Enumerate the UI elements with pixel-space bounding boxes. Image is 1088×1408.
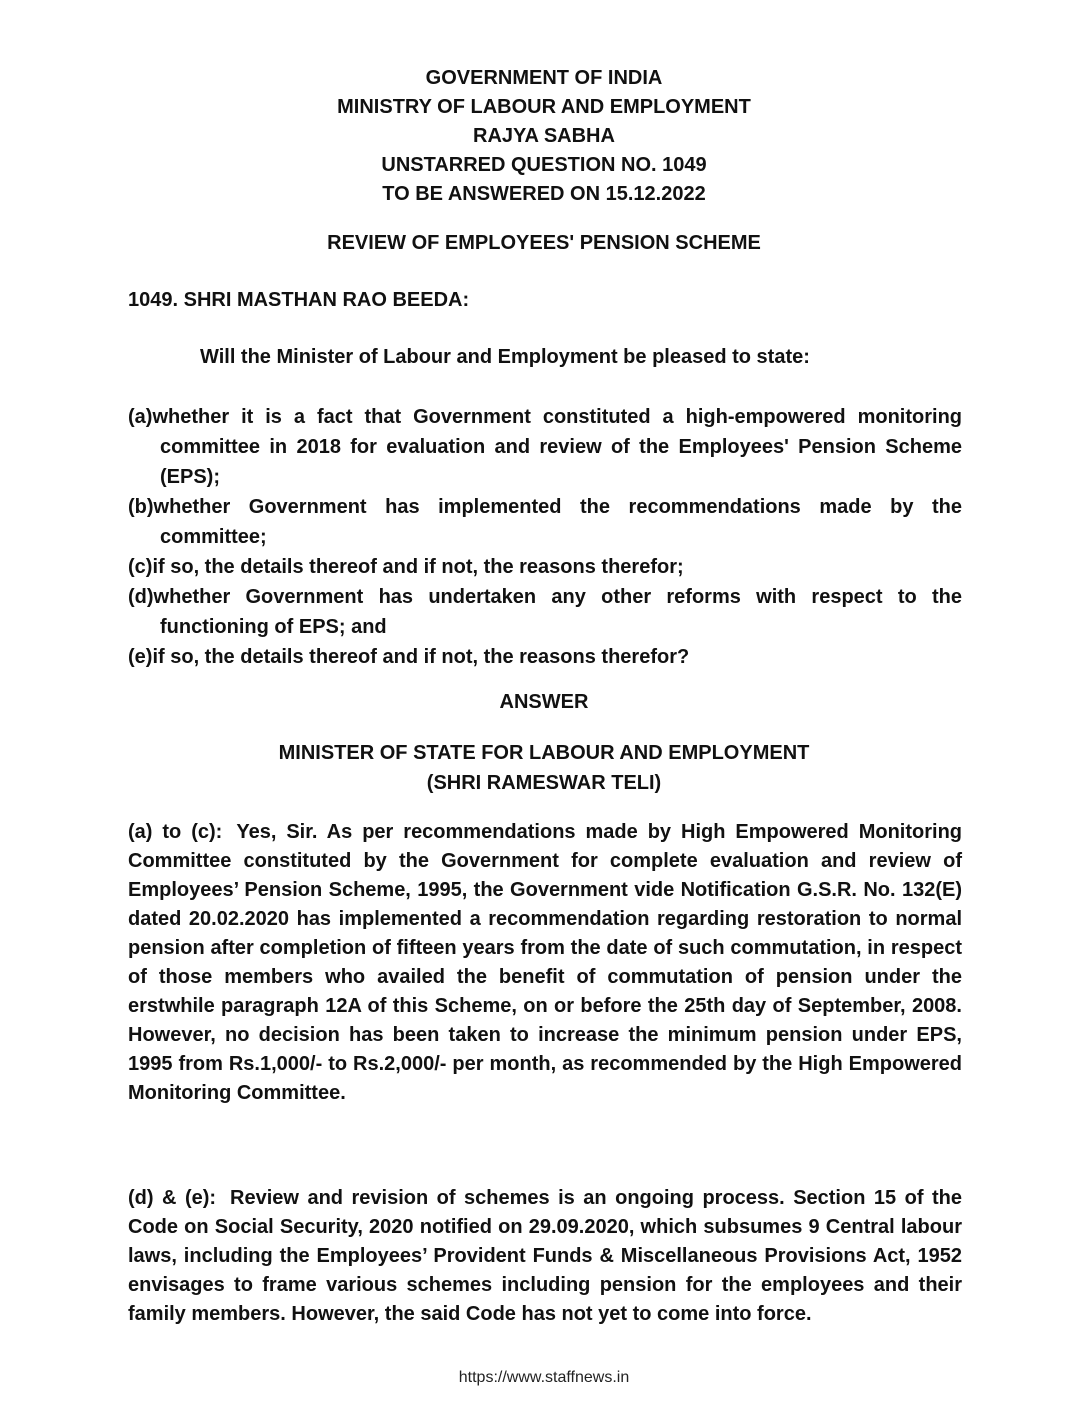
answer-label: (a) to (c): (128, 821, 223, 843)
question-item-e (128, 642, 962, 672)
answer-paragraph-d-and-e (128, 1184, 962, 1329)
question-label: (a) (128, 406, 153, 428)
question-subject: REVIEW OF EMPLOYEES' PENSION SCHEME (327, 232, 761, 254)
question-intro: Will the Minister of Labour and Employment be pleased to state: (200, 346, 810, 368)
question-text: if so, the details thereof and if not, the reasons therefor; (152, 556, 684, 578)
answer-text: Yes, Sir. As per recommendations made by High Empowered Monitoring Committee constituted by the Government for complete evaluation and review of Employees’ Pension Scheme, 1995, the Government vide Notification G.S.R. No. 132(E) dated 20.02.2020 has implemented a recommendation regarding restoration to normal pension after completion of fifteen years from the date of such commutation, in respect of those members who availed the benefit of commutation of pension under the erstwhile paragraph 12A of this Scheme, on or before the 25th day of September, 2008. However, no decision has been taken to increase the minimum pension under EPS, 1995 from Rs.1,000/- to Rs.2,000/- per month, as recommended by the High Empowered Monitoring Committee. (128, 821, 962, 1104)
answer-text: Review and revision of schemes is an ongoing process. Section 15 of the Code on Social Security, 2020 notified on 29.09.2020, which subsumes 9 Central labour laws, including the Employees’ Provident Funds & Miscellaneous Provisions Act, 1952 envisages to frame various schemes including pension for the employees and their family members. However, the said Code has not yet to come into force. (128, 1187, 962, 1325)
header-ministry: MINISTRY OF LABOUR AND EMPLOYMENT (337, 96, 751, 118)
question-label: (d) (128, 586, 154, 608)
question-text: if so, the details thereof and if not, the reasons therefor? (152, 646, 690, 668)
header-answer-date: TO BE ANSWERED ON 15.12.2022 (382, 183, 706, 205)
question-item-a (128, 402, 962, 492)
question-label: (b) (128, 496, 154, 518)
question-text: whether Government has undertaken any other reforms with respect to the functioning of EPS; and (153, 586, 962, 638)
header-question-number: UNSTARRED QUESTION NO. 1049 (381, 154, 707, 176)
answer-label: (d) & (e): (128, 1187, 217, 1209)
question-item-d (128, 582, 962, 642)
question-item-b (128, 492, 962, 552)
question-item-c (128, 552, 962, 582)
question-text: whether it is a fact that Government constituted a high-empowered monitoring committee in 2018 for evaluation and review of the Employees' Pension Scheme (EPS); (152, 406, 962, 488)
document-header (0, 64, 1088, 209)
minister-title: MINISTER OF STATE FOR LABOUR AND EMPLOYMENT (278, 742, 810, 764)
question-label: (e) (128, 646, 153, 668)
question-label: (c) (128, 556, 153, 578)
footer-url: https://www.staffnews.in (458, 1369, 630, 1386)
question-text: whether Government has implemented the recommendations made by the committee; (153, 496, 962, 548)
minister-block (0, 738, 1088, 798)
header-house: RAJYA SABHA (473, 125, 615, 147)
header-government: GOVERNMENT OF INDIA (425, 67, 663, 89)
member-name: 1049. SHRI MASTHAN RAO BEEDA: (128, 289, 470, 311)
answer-heading: ANSWER (499, 691, 589, 713)
question-list (128, 402, 962, 672)
answer-paragraph-a-to-c (128, 818, 962, 1108)
minister-name: (SHRI RAMESWAR TELI) (426, 772, 662, 794)
